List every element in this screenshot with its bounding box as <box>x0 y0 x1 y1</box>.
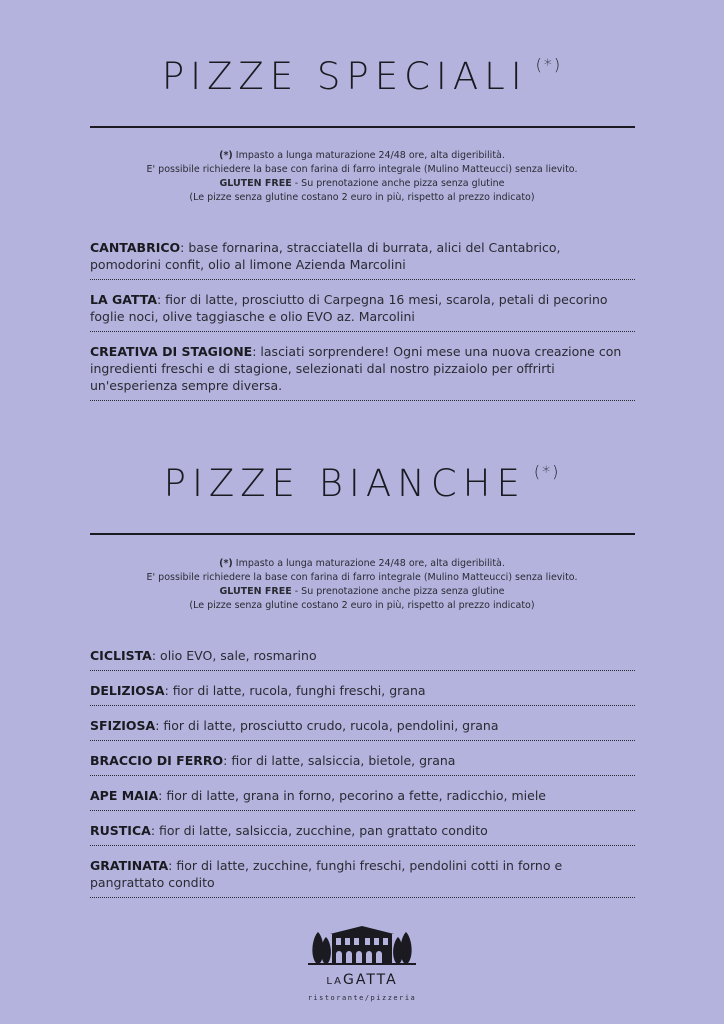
menu-item <box>90 682 635 706</box>
item-desc: : olio EVO, sale, rosmarino <box>151 648 317 663</box>
item-desc: : fior di latte, salsiccia, bietole, grana <box>223 753 456 768</box>
item-desc: : fior di latte, prosciutto di Carpegna 16 mesi, scarola, petali di pecorino foglie noci, olive taggiasche e olio EVO az. Marcolini <box>90 292 608 324</box>
menu-item <box>90 822 635 846</box>
item-desc: : fior di latte, salsiccia, zucchine, pan grattato condito <box>150 823 488 838</box>
speciali-title <box>0 55 724 98</box>
item-desc: : base fornarina, stracciatella di burrata, alici del Cantabrico, pomodorini confit, olio al limone Azienda Marcolini <box>90 240 561 272</box>
speciali-title-mark: (*) <box>535 54 563 74</box>
bianche-note-line3: - Su prenotazione anche pizza senza glutine <box>291 586 505 597</box>
bianche-title <box>0 462 724 505</box>
item-name: BRACCIO DI FERRO <box>90 753 224 768</box>
item-name: APE MAIA <box>90 788 159 803</box>
bianche-note-line4: (Le pizze senza glutine costano 2 euro in più, rispetto al prezzo indicato) <box>189 600 535 611</box>
speciali-note-line2: E' possibile richiedere la base con farina di farro integrale (Mulino Matteucci) senza lievito. <box>146 164 578 175</box>
item-desc: : lasciati sorprendere! Ogni mese una nuova creazione con ingredienti freschi e di stagione, selezionati dal nostro pizzaiolo per offrirti un'esperienza sempre diversa. <box>90 344 622 393</box>
item-name: RUSTICA <box>90 823 151 838</box>
menu-item <box>90 857 635 898</box>
speciali-list <box>90 239 635 412</box>
bianche-note-mark: (*) <box>219 558 233 569</box>
menu-item <box>90 787 635 811</box>
restaurant-logo <box>0 920 724 1002</box>
menu-item <box>90 343 635 401</box>
item-desc: : fior di latte, zucchine, funghi freschi, pendolini cotti in forno e pangrattato condito <box>90 858 563 890</box>
menu-item <box>90 717 635 741</box>
speciali-note-gluten: GLUTEN FREE <box>219 178 292 189</box>
bianche-title-mark: (*) <box>533 461 561 481</box>
speciali-note-line1: Impasto a lunga maturazione 24/48 ore, alta digeribilità. <box>232 150 505 161</box>
bianche-title-text: PIZZE BIANCHE <box>163 462 526 505</box>
item-desc: : fior di latte, rucola, funghi freschi, grana <box>164 683 426 698</box>
item-name: CICLISTA <box>90 648 152 663</box>
menu-item <box>90 647 635 671</box>
item-desc: : fior di latte, prosciutto crudo, rucola, pendolini, grana <box>155 718 499 733</box>
item-name: GRATINATA <box>90 858 169 873</box>
logo-name: GATTA <box>342 972 398 988</box>
menu-item <box>90 291 635 332</box>
speciali-note-line4: (Le pizze senza glutine costano 2 euro in più, rispetto al prezzo indicato) <box>189 192 535 203</box>
bianche-note-gluten: GLUTEN FREE <box>219 586 292 597</box>
building-icon <box>306 920 418 966</box>
speciali-title-rule <box>90 126 635 128</box>
item-name: LA GATTA <box>90 292 157 307</box>
item-name: CREATIVA DI STAGIONE <box>90 344 253 359</box>
speciali-title-text: PIZZE SPECIALI <box>161 55 528 98</box>
item-name: DELIZIOSA <box>90 683 165 698</box>
speciali-note-mark: (*) <box>219 150 233 161</box>
menu-item <box>90 752 635 776</box>
logo-wordmark <box>0 972 724 988</box>
logo-subtitle: ristorante/pizzeria <box>307 994 417 1002</box>
menu-item <box>90 239 635 280</box>
logo-name-prefix: LA <box>326 976 343 987</box>
bianche-title-rule <box>90 533 635 535</box>
bianche-note-line2: E' possibile richiedere la base con farina di farro integrale (Mulino Matteucci) senza lievito. <box>146 572 578 583</box>
speciali-note-line3: - Su prenotazione anche pizza senza glutine <box>291 178 505 189</box>
item-name: SFIZIOSA <box>90 718 156 733</box>
speciali-note <box>0 149 724 205</box>
bianche-list <box>90 647 635 909</box>
bianche-note <box>0 557 724 613</box>
item-name: CANTABRICO <box>90 240 181 255</box>
bianche-note-line1: Impasto a lunga maturazione 24/48 ore, alta digeribilità. <box>232 558 505 569</box>
item-desc: : fior di latte, grana in forno, pecorino a fette, radicchio, miele <box>158 788 546 803</box>
